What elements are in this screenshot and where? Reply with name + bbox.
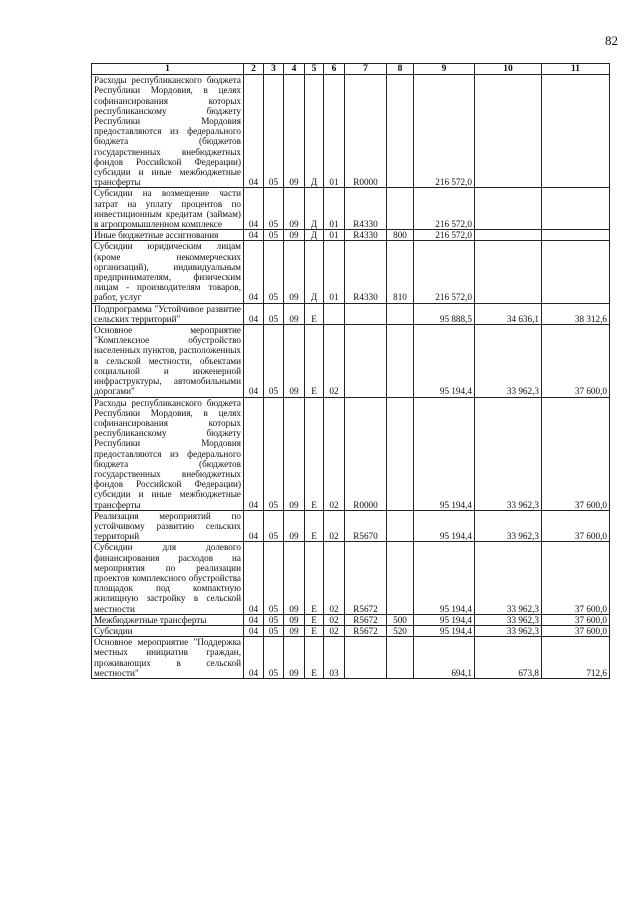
column-header: 8	[387, 64, 414, 75]
cell-code: Д	[305, 75, 324, 188]
table-row	[92, 542, 610, 614]
row-name: Подпрограмма "Устойчивое развитие сельских территорий"	[92, 303, 244, 324]
cell-code: 520	[387, 625, 414, 636]
cell-code: 05	[264, 75, 284, 188]
cell-code	[387, 510, 414, 542]
cell-code	[345, 303, 387, 324]
cell-code: 01	[324, 241, 345, 303]
cell-code: R0000	[345, 75, 387, 188]
column-header: 7	[345, 64, 387, 75]
cell-amount: 216 572,0	[414, 230, 475, 241]
cell-amount: 95 194,4	[414, 397, 475, 510]
table-row	[92, 625, 610, 636]
cell-code: 09	[284, 614, 305, 625]
column-header: 6	[324, 64, 345, 75]
cell-amount	[542, 75, 610, 188]
cell-code: R5672	[345, 614, 387, 625]
cell-code: 02	[324, 510, 345, 542]
cell-code: R4330	[345, 230, 387, 241]
cell-amount: 37 600,0	[542, 625, 610, 636]
cell-code: 05	[264, 637, 284, 679]
cell-code: 04	[244, 241, 264, 303]
cell-code: R5670	[345, 510, 387, 542]
cell-code: Е	[305, 542, 324, 614]
header-row	[92, 64, 610, 75]
cell-code: 04	[244, 510, 264, 542]
cell-amount: 33 962,3	[475, 397, 542, 510]
cell-code: 04	[244, 637, 264, 679]
cell-amount: 37 600,0	[542, 614, 610, 625]
cell-code: 04	[244, 614, 264, 625]
cell-code: Е	[305, 303, 324, 324]
cell-code: 04	[244, 397, 264, 510]
row-name: Реализация мероприятий по устойчивому развитию сельских территорий	[92, 510, 244, 542]
cell-code: 09	[284, 75, 305, 188]
cell-code: Д	[305, 230, 324, 241]
cell-code: 01	[324, 230, 345, 241]
cell-code	[387, 188, 414, 230]
cell-amount: 216 572,0	[414, 241, 475, 303]
cell-code	[387, 542, 414, 614]
cell-code	[387, 325, 414, 397]
cell-amount	[475, 188, 542, 230]
cell-code: 05	[264, 230, 284, 241]
cell-code: 01	[324, 188, 345, 230]
cell-amount: 38 312,6	[542, 303, 610, 324]
cell-code: 09	[284, 510, 305, 542]
cell-code: 05	[264, 188, 284, 230]
table-row	[92, 241, 610, 303]
row-name: Иные бюджетные ассигнования	[92, 230, 244, 241]
cell-code: 05	[264, 241, 284, 303]
cell-amount: 673,8	[475, 637, 542, 679]
cell-code: Е	[305, 325, 324, 397]
cell-amount: 34 636,1	[475, 303, 542, 324]
cell-code: 04	[244, 625, 264, 636]
cell-code: R4330	[345, 241, 387, 303]
column-header: 5	[305, 64, 324, 75]
cell-amount: 37 600,0	[542, 325, 610, 397]
cell-code: R5672	[345, 542, 387, 614]
cell-code: 02	[324, 397, 345, 510]
cell-code: 02	[324, 542, 345, 614]
table-row	[92, 510, 610, 542]
cell-amount: 694,1	[414, 637, 475, 679]
budget-table	[91, 63, 610, 679]
cell-amount	[475, 241, 542, 303]
cell-code: 09	[284, 542, 305, 614]
column-header: 4	[284, 64, 305, 75]
cell-amount: 37 600,0	[542, 542, 610, 614]
cell-code: R4330	[345, 188, 387, 230]
cell-amount: 95 194,4	[414, 625, 475, 636]
cell-code: 05	[264, 325, 284, 397]
cell-amount: 37 600,0	[542, 510, 610, 542]
cell-code: 04	[244, 230, 264, 241]
row-name: Субсидии для долевого финансирования расходов на мероприятия по реализации проектов комплексного обустройства площадок под компактную жилищную застройку в сельской местности	[92, 542, 244, 614]
cell-amount	[542, 230, 610, 241]
cell-code: 09	[284, 230, 305, 241]
cell-code: 05	[264, 303, 284, 324]
column-header: 10	[475, 64, 542, 75]
column-header: 11	[542, 64, 610, 75]
row-name: Межбюджетные трансферты	[92, 614, 244, 625]
cell-amount: 37 600,0	[542, 397, 610, 510]
cell-amount: 216 572,0	[414, 75, 475, 188]
cell-code: 03	[324, 637, 345, 679]
cell-code: Е	[305, 614, 324, 625]
cell-code: 04	[244, 303, 264, 324]
cell-code: Е	[305, 510, 324, 542]
cell-code: Д	[305, 188, 324, 230]
cell-code: 04	[244, 75, 264, 188]
cell-code	[387, 637, 414, 679]
cell-code	[324, 303, 345, 324]
cell-code: 05	[264, 397, 284, 510]
cell-code: 09	[284, 241, 305, 303]
table-row	[92, 303, 610, 324]
table-row	[92, 188, 610, 230]
cell-code: 05	[264, 614, 284, 625]
cell-code: 04	[244, 325, 264, 397]
cell-code: Е	[305, 625, 324, 636]
cell-code: 09	[284, 637, 305, 679]
cell-code: 09	[284, 625, 305, 636]
cell-amount	[475, 230, 542, 241]
row-name: Субсидии на возмещение части затрат на уплату процентов по инвестиционным кредитам (займам) в агропромышленном комплексе	[92, 188, 244, 230]
cell-amount	[475, 75, 542, 188]
table-row	[92, 325, 610, 397]
cell-code: R0000	[345, 397, 387, 510]
cell-code: 02	[324, 614, 345, 625]
cell-code	[345, 325, 387, 397]
row-name: Субсидии	[92, 625, 244, 636]
table-row	[92, 614, 610, 625]
cell-amount: 216 572,0	[414, 188, 475, 230]
cell-amount: 33 962,3	[475, 510, 542, 542]
cell-code: 02	[324, 625, 345, 636]
table-row	[92, 397, 610, 510]
column-header: 9	[414, 64, 475, 75]
cell-code: 09	[284, 397, 305, 510]
cell-amount: 712,6	[542, 637, 610, 679]
column-header: 3	[264, 64, 284, 75]
cell-amount: 33 962,3	[475, 614, 542, 625]
cell-code: 04	[244, 188, 264, 230]
column-header: 1	[92, 64, 244, 75]
cell-amount: 95 194,4	[414, 542, 475, 614]
cell-code: 800	[387, 230, 414, 241]
row-name: Основное мероприятие "Комплексное обустройство населенных пунктов, расположенных в сельской местности, объектами социальной и инженерной инфраструктуры, автомобильными дорогами"	[92, 325, 244, 397]
row-name: Расходы республиканского бюджета Республики Мордовия, в целях софинансирования которых республиканскому бюджету Республики Мордовия предоставляются из федерального бюджета (бюджетов государственных внебюджетных фондов Российской Федерации) субсидии и иные межбюджетные трансферты	[92, 397, 244, 510]
cell-code: 09	[284, 188, 305, 230]
cell-code: 05	[264, 625, 284, 636]
cell-amount: 95 194,4	[414, 614, 475, 625]
table-row	[92, 637, 610, 679]
cell-amount: 95 888,5	[414, 303, 475, 324]
cell-code: 09	[284, 325, 305, 397]
cell-code	[387, 75, 414, 188]
cell-code: Е	[305, 397, 324, 510]
table-row	[92, 75, 610, 188]
cell-code: 02	[324, 325, 345, 397]
cell-code: 810	[387, 241, 414, 303]
cell-amount: 33 962,3	[475, 625, 542, 636]
cell-amount: 95 194,4	[414, 510, 475, 542]
column-header: 2	[244, 64, 264, 75]
cell-code: R5672	[345, 625, 387, 636]
cell-code	[387, 303, 414, 324]
cell-amount	[542, 241, 610, 303]
row-name: Субсидии юридическим лицам (кроме некоммерческих организаций), индивидуальным предпринимателям, физическим лицам - производителям товаров, работ, услуг	[92, 241, 244, 303]
cell-code: 05	[264, 510, 284, 542]
cell-amount	[542, 188, 610, 230]
cell-code: 500	[387, 614, 414, 625]
cell-amount: 95 194,4	[414, 325, 475, 397]
page-number: 82	[605, 33, 618, 48]
cell-code: Д	[305, 241, 324, 303]
cell-code: 09	[284, 303, 305, 324]
row-name: Основное мероприятие "Поддержка местных инициатив граждан, проживающих в сельской местности"	[92, 637, 244, 679]
table-row	[92, 230, 610, 241]
row-name: Расходы республиканского бюджета Республики Мордовия, в целях софинансирования которых республиканскому бюджету Республики Мордовия предоставляются из федерального бюджета (бюджетов государственных внебюджетных фондов Российской Федерации) субсидии и иные межбюджетные трансферты	[92, 75, 244, 188]
cell-amount: 33 962,3	[475, 325, 542, 397]
cell-code	[345, 637, 387, 679]
cell-code: Е	[305, 637, 324, 679]
cell-code: 05	[264, 542, 284, 614]
cell-code: 04	[244, 542, 264, 614]
cell-amount: 33 962,3	[475, 542, 542, 614]
cell-code	[387, 397, 414, 510]
cell-code: 01	[324, 75, 345, 188]
